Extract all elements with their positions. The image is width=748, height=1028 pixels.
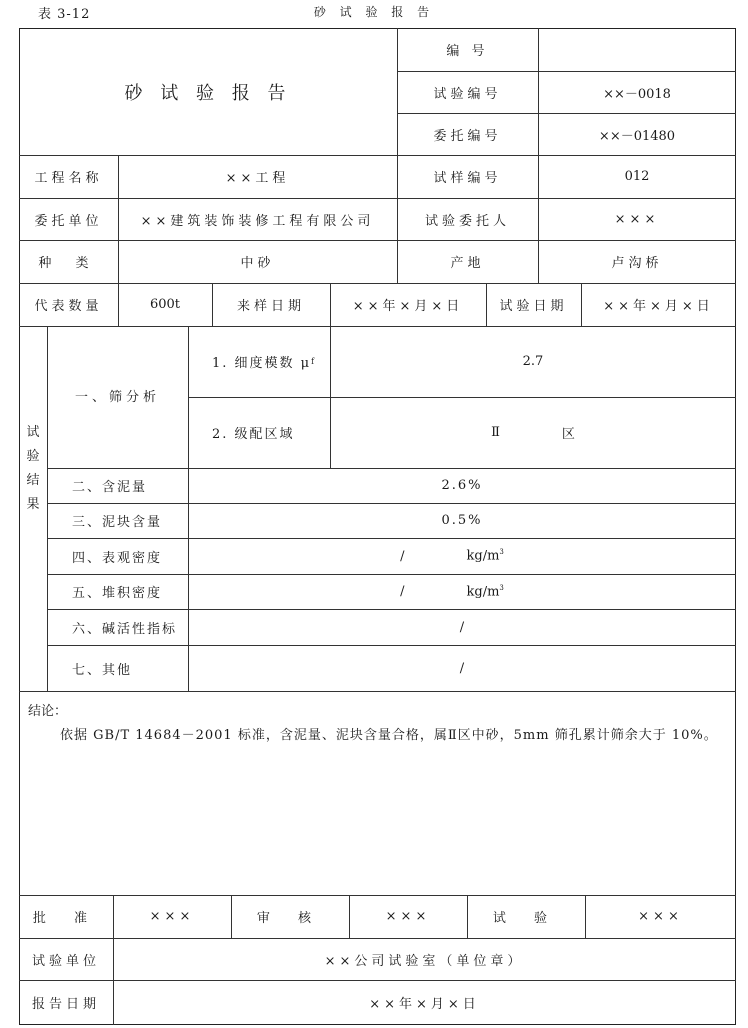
apparent-density-unit-wrap xyxy=(467,548,504,563)
test-number-label: 试验编号 xyxy=(433,86,502,102)
project-name-value: ××工程 xyxy=(225,171,290,186)
grading-zone-unit: 区 xyxy=(561,427,575,442)
bulk-density-unit-exp: 3 xyxy=(499,583,504,592)
client-value: ××建筑装饰装修工程有限公司 xyxy=(140,213,375,229)
apparent-density-label: 四、表观密度 xyxy=(72,550,163,566)
review-label: 审 核 xyxy=(256,911,324,926)
mud-content-value: 2.6% xyxy=(441,478,483,493)
test-date-label: 试验日期 xyxy=(499,299,568,314)
mud-content-label: 二、含泥量 xyxy=(72,480,148,495)
grading-zone-label: 2. 级配区域 xyxy=(212,427,295,442)
grading-zone-number: Ⅱ xyxy=(491,425,500,440)
report-date-label: 报告日期 xyxy=(31,997,100,1012)
fineness-modulus-text: 1. 细度模数 μ xyxy=(212,356,312,371)
type-value: 中砂 xyxy=(240,256,275,271)
clay-lump-value: 0.5% xyxy=(441,513,483,528)
type-label: 种 类 xyxy=(38,256,99,271)
commission-number-label: 委托编号 xyxy=(433,128,502,144)
test-unit-label: 试验单位 xyxy=(31,953,100,969)
apparent-density-unit: kg/m xyxy=(466,548,500,564)
number-label: 编 号 xyxy=(446,44,489,59)
results-char: 果 xyxy=(26,496,40,512)
review-value: ××× xyxy=(385,909,431,924)
apparent-density-value xyxy=(188,538,736,574)
conclusion-text: 依据 GB/T 14684－2001 标准，含泥量、泥块含量合格，属Ⅱ区中砂，5mm 筛孔累计筛余大于 10%。 xyxy=(60,728,718,743)
test-label: 试 验 xyxy=(492,911,560,926)
test-number-value: ××－0018 xyxy=(603,86,671,102)
approve-value: ××× xyxy=(149,909,195,924)
fineness-modulus-subscript: f xyxy=(311,357,317,366)
clay-lump-label: 三、泥块含量 xyxy=(72,515,163,530)
conclusion-label: 结论： xyxy=(28,704,68,719)
test-value: ××× xyxy=(638,909,683,924)
results-section-label xyxy=(19,326,47,691)
client-label: 委托单位 xyxy=(34,213,103,229)
test-unit-value: ××公司试验室（单位章） xyxy=(324,953,525,969)
origin-value: 卢沟桥 xyxy=(611,256,663,271)
fineness-modulus-value: 2.7 xyxy=(522,354,544,369)
quantity-label: 代表数量 xyxy=(34,299,103,314)
other-label: 七、其他 xyxy=(72,662,133,678)
alkali-activity-label: 六、碱活性指标 xyxy=(72,621,178,637)
table-number: 表 3-12 xyxy=(38,7,91,22)
other-value: / xyxy=(459,660,465,676)
sample-number-label: 试样编号 xyxy=(433,171,502,186)
report-title: 砂 试 验 报 告 xyxy=(124,82,292,104)
page-caption: 砂 试 验 报 告 xyxy=(313,5,435,19)
project-name-label: 工程名称 xyxy=(34,171,103,186)
bulk-density-unit-wrap xyxy=(467,584,504,599)
apparent-density-number: / xyxy=(400,548,405,564)
results-char: 结 xyxy=(26,472,40,488)
grid-line xyxy=(19,691,736,692)
results-char: 验 xyxy=(26,448,40,464)
commission-number-value: ××－01480 xyxy=(598,128,676,144)
results-char: 试 xyxy=(26,424,40,440)
quantity-value: 600t xyxy=(149,297,181,312)
approve-label: 批 准 xyxy=(32,911,100,926)
requester-value: ××× xyxy=(614,211,660,227)
sample-date-value: ××年×月×日 xyxy=(352,299,464,314)
fineness-modulus-label xyxy=(212,326,330,397)
alkali-activity-value: / xyxy=(459,619,465,635)
bulk-density-label: 五、堆积密度 xyxy=(72,586,163,601)
report-date-value: ××年×月×日 xyxy=(369,997,480,1012)
bulk-density-unit: kg/m xyxy=(466,584,500,600)
number-value xyxy=(538,28,736,71)
requester-label: 试验委托人 xyxy=(424,213,510,229)
apparent-density-unit-exp: 3 xyxy=(499,548,504,557)
bulk-density-number: / xyxy=(400,584,405,599)
bulk-density-value xyxy=(188,574,736,609)
grading-zone-value xyxy=(330,397,736,468)
origin-label: 产地 xyxy=(450,256,485,271)
sample-date-label: 来样日期 xyxy=(236,299,305,314)
sieve-analysis-label: 一、筛分析 xyxy=(74,389,160,405)
sample-number-value: 012 xyxy=(624,169,650,184)
test-date-value: ××年×月×日 xyxy=(603,299,714,314)
